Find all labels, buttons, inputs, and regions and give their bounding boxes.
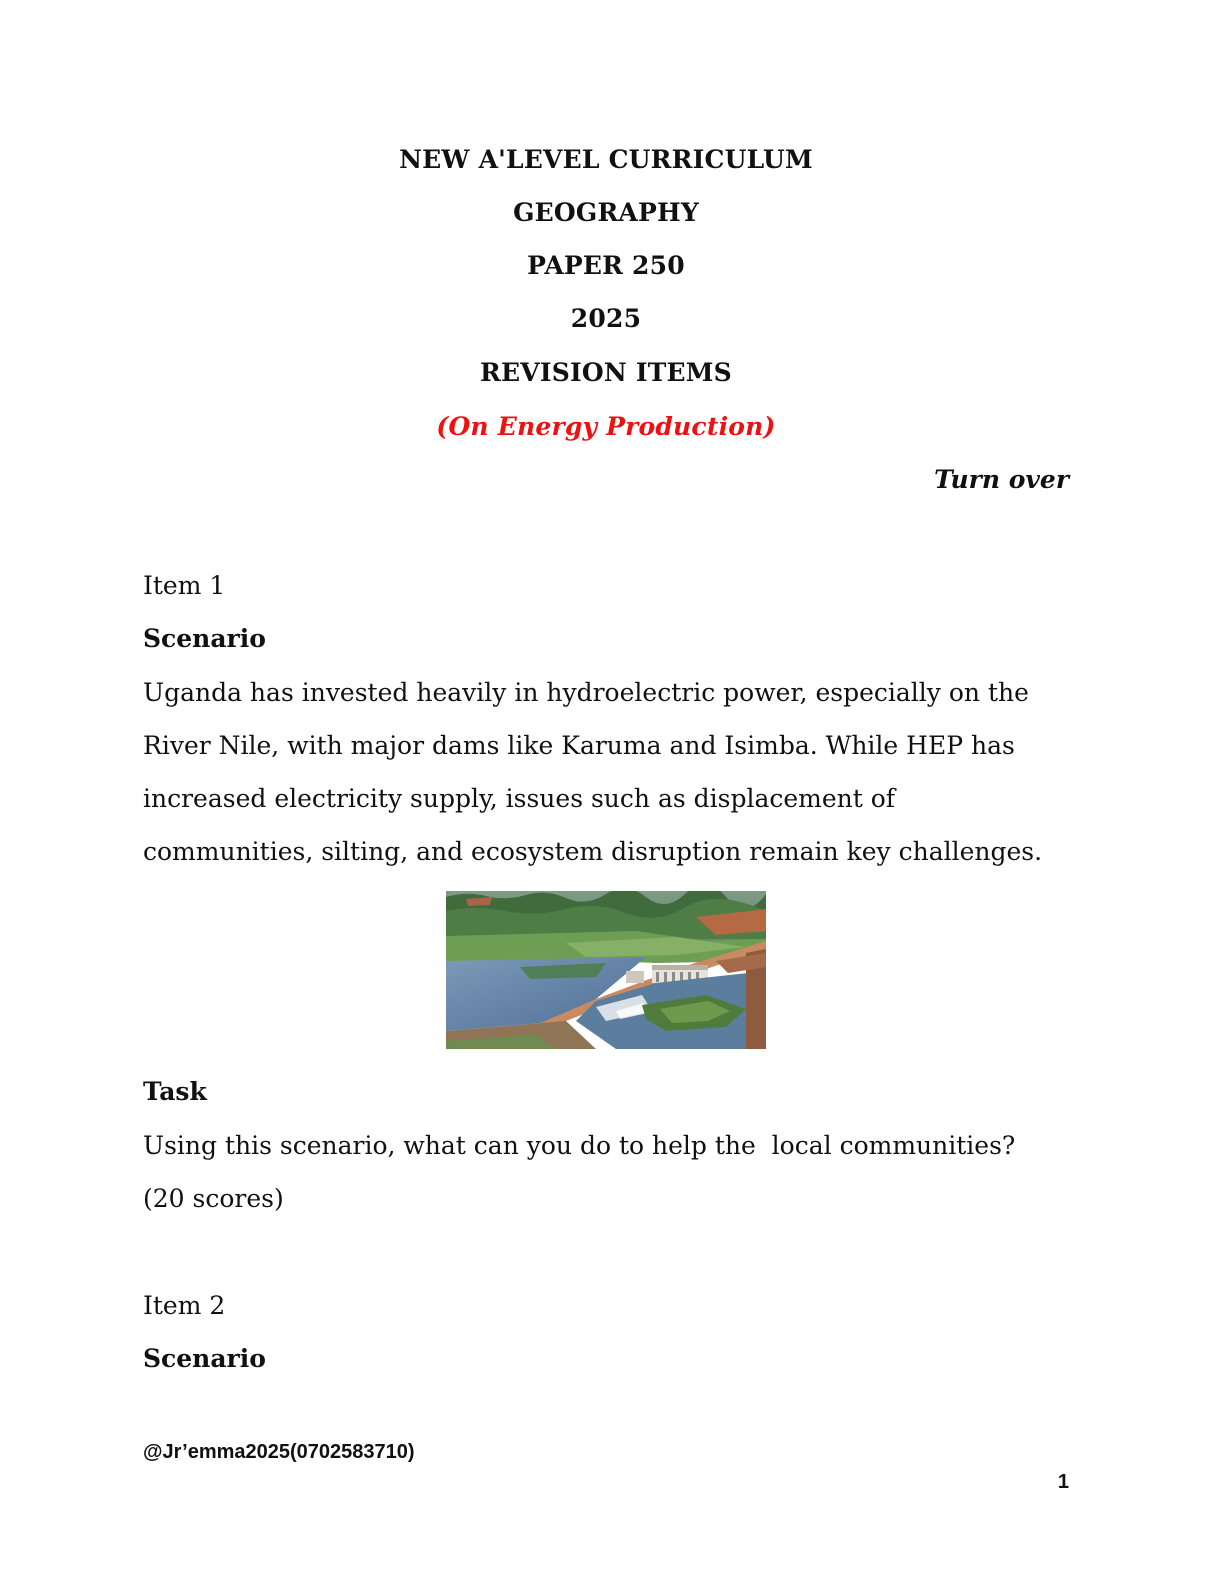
- footer-author-handle: @Jr’emma2025(0702583710): [143, 1441, 415, 1463]
- scenario-line: increased electricity supply, issues such as displacement of: [143, 784, 896, 813]
- page-number: 1: [1057, 1471, 1069, 1493]
- scenario-line: communities, silting, and ecosystem disruption remain key challenges.: [143, 837, 1043, 866]
- task-line: Using this scenario, what can you do to help the local communities?: [143, 1131, 1016, 1160]
- document-type: REVISION ITEMS: [480, 358, 732, 387]
- scenario-line: Uganda has invested heavily in hydroelectric power, especially on the: [143, 678, 1029, 707]
- curriculum-title: NEW A'LEVEL CURRICULUM: [399, 145, 813, 174]
- item-1-task-heading: Task: [143, 1077, 207, 1106]
- item-1-scenario-heading: Scenario: [143, 624, 266, 653]
- scenario-line: River Nile, with major dams like Karuma and Isimba. While HEP has: [143, 731, 1015, 760]
- item-2-label: Item 2: [143, 1291, 226, 1320]
- hydroelectric-dam-photo: [446, 891, 766, 1049]
- task-score: (20 scores): [143, 1184, 284, 1213]
- topic-subtitle: (On Energy Production): [436, 412, 776, 441]
- item-2-scenario-heading: Scenario: [143, 1344, 266, 1373]
- paper-number: PAPER 250: [527, 251, 685, 280]
- subject-title: GEOGRAPHY: [513, 198, 699, 227]
- item-1-label: Item 1: [143, 571, 226, 600]
- turn-over-note: Turn over: [934, 465, 1069, 494]
- year: 2025: [570, 304, 642, 333]
